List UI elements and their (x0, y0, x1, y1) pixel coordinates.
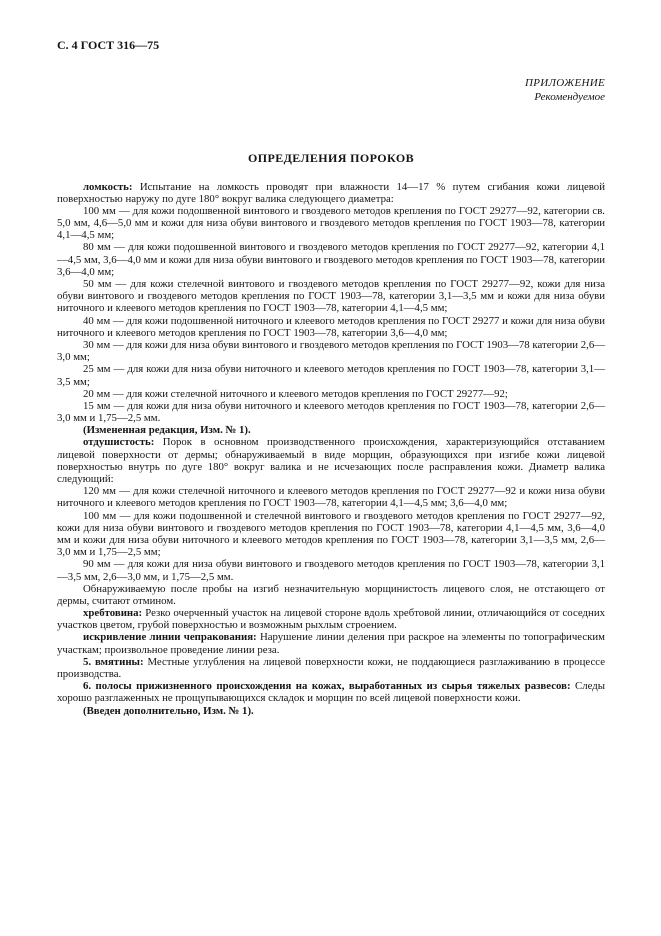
paragraph-text: 120 мм — для кожи стелечной ниточного и клеевого методов крепления по ГОСТ 29277—92 и кожи низа обуви ниточного и клеевого методов крепления по ГОСТ 1903—78, категории 4,1—4,5 мм; 3,6—4,0 мм; (57, 485, 605, 510)
paragraph-text: Резко очерченный участок на лицевой стороне вдоль хребтовой линии, отличающийся от соседних участков цветом, грубой поверхностью и возможным рыхлым строением. (57, 607, 605, 632)
paragraph-text: Нарушение линии деления при раскрое на элементы по топографическим участкам; произвольное проведение линии реза. (57, 631, 605, 656)
paragraph-text: Порок в основном производственного происхождения, характеризующийся отставанием лицевой поверхности от дермы; обнаруживаемый в виде морщин, образующихся при изгибе кожи лицевой поверхностью внутрь по дуге 180° вокруг валика и не исчезающих после расправления кожи. Диаметр валика следующий: (57, 436, 605, 485)
paragraph-diameter-15 (57, 400, 605, 424)
page-header (57, 38, 605, 53)
paragraph-vmyatiny (57, 656, 605, 680)
annex-title: ПРИЛОЖЕНИЕ (525, 77, 605, 89)
paragraph-otdushistost (57, 436, 605, 485)
paragraph-diameter-20 (57, 388, 605, 400)
paragraph-polosy (57, 680, 605, 704)
paragraph-text: 25 мм — для кожи для низа обуви ниточного и клеевого методов крепления по ГОСТ 1903—78, категории 3,1—3,5 мм; (57, 363, 605, 388)
term-label: 6. полосы прижизненного происхождения на кожах, выработанных из сырья тяжелых развесов: (83, 680, 571, 693)
paragraph-iskrivlenie (57, 631, 605, 655)
term-label: искривление линии чепракования: (83, 631, 257, 644)
paragraph-text: 20 мм — для кожи стелечной ниточного и клеевого методов крепления по ГОСТ 29277—92; (83, 387, 508, 400)
paragraph-diameter-25 (57, 363, 605, 387)
paragraph-text: Обнаруживаемую после пробы на изгиб незначительную морщинистость лицевого слоя, не отстающего от дермы, считают отмином. (57, 582, 605, 607)
paragraph-diameter-120 (57, 485, 605, 509)
paragraph-introduced-note (57, 705, 605, 717)
paragraph-diameter-40 (57, 315, 605, 339)
page-number-header: С. 4 ГОСТ 316—75 (57, 38, 160, 52)
section-title: ОПРЕДЕЛЕНИЯ ПОРОКОВ (248, 150, 414, 165)
paragraph-diameter-90 (57, 558, 605, 582)
document-body (57, 181, 605, 717)
term-label: хребтовина: (83, 607, 143, 620)
paragraph-otmin (57, 583, 605, 607)
paragraph-diameter-80 (57, 241, 605, 278)
paragraph-lomkost (57, 181, 605, 205)
annex-block (57, 77, 605, 105)
paragraph-text: 30 мм — для кожи для низа обуви винтового и гвоздевого методов крепления по ГОСТ 1903—78 категории 2,6—3,0 мм; (57, 338, 606, 364)
paragraph-hrebtovina (57, 607, 605, 631)
paragraph-text: 15 мм — для кожи для низа обуви ниточного и клеевого методов крепления по ГОСТ 1903—78, категории 2,6—3,0 мм и 1,75—2,5 мм. (57, 399, 605, 425)
paragraph-text: 100 мм — для кожи подошвенной и стелечной винтового и гвоздевого методов крепления по ГОСТ 29277—92, кожи для низа обуви винтового и гвоздевого методов крепления по ГОСТ 1903—78, категории 4,1—4,5 мм, 3,6—4,0 мм и кожи для низа обуви ниточного и клеевого методов крепления по ГОСТ 1903—78, категории 3,1—3,5 мм, 2,6—3,0 мм и 1,75—2,5 мм; (57, 509, 605, 559)
paragraph-text: 50 мм — для кожи стелечной винтового и гвоздевого методов крепления по ГОСТ 29277—92, кожи для низа обуви винтового и гвоздевого методов крепления по ГОСТ 1903—78, категории 3,1—3,5 мм и кожи для низа обуви ниточного и клеевого методов крепления по ГОСТ 1903—78, категории 4,1—4,5 мм; (57, 278, 605, 315)
term-label: отдушистость: (83, 436, 155, 449)
paragraph-text: Следы хорошо разглаженных не прощупывающихся складок и морщин по всей лицевой поверхности кожи. (57, 680, 605, 705)
paragraph-diameter-50 (57, 278, 605, 315)
paragraph-diameter-30 (57, 339, 605, 363)
paragraph-text: 90 мм — для кожи для низа обуви винтового и гвоздевого методов крепления по ГОСТ 1903—78, категории 3,1—3,5 мм, 2,6—3,0 мм, и 1,75—2,5 мм. (57, 558, 605, 583)
term-label: ломкость: (83, 180, 133, 193)
introduced-note: (Введен дополнительно, Изм. № 1). (83, 704, 254, 717)
amendment-note: (Измененная редакция, Изм. № 1). (83, 424, 251, 437)
paragraph-text: Местные углубления на лицевой поверхности кожи, не поддающиеся разглаживанию в процессе производства. (57, 655, 605, 680)
term-label: 5. вмятины: (83, 655, 144, 668)
paragraph-diameter-100 (57, 205, 605, 242)
paragraph-diameter-100b (57, 510, 605, 559)
paragraph-text: 100 мм — для кожи подошвенной винтового и гвоздевого методов крепления по ГОСТ 29277—92, категории св. 5,0 мм, 4,6—5,0 мм и кожи для низа обуви винтового и гвоздевого методов крепления по ГОСТ 1903—78, категории 4,1—4,5 мм; (57, 204, 605, 242)
paragraph-amendment-note (57, 424, 605, 436)
annex-subtitle: Рекомендуемое (534, 90, 605, 103)
paragraph-text: 40 мм — для кожи подошвенной ниточного и клеевого методов крепления по ГОСТ 29277 и кожи для низа обуви ниточного и клеевого методов крепления по ГОСТ 1903—78, категории 3,6—4,0 мм; (57, 314, 605, 339)
paragraph-text: 80 мм — для кожи подошвенной винтового и гвоздевого методов крепления по ГОСТ 29277—92, категории 4,1—4,5 мм, 3,6—4,0 мм и кожи для низа обуви винтового и гвоздевого методов крепления по ГОСТ 1903—78, категории 3,6—4,0 мм; (57, 241, 605, 278)
paragraph-text: Испытание на ломкость проводят при влажности 14—17 % путем сгибания кожи лицевой поверхностью наружу по дуге 180° вокруг валика следующего диаметра: (57, 180, 605, 205)
